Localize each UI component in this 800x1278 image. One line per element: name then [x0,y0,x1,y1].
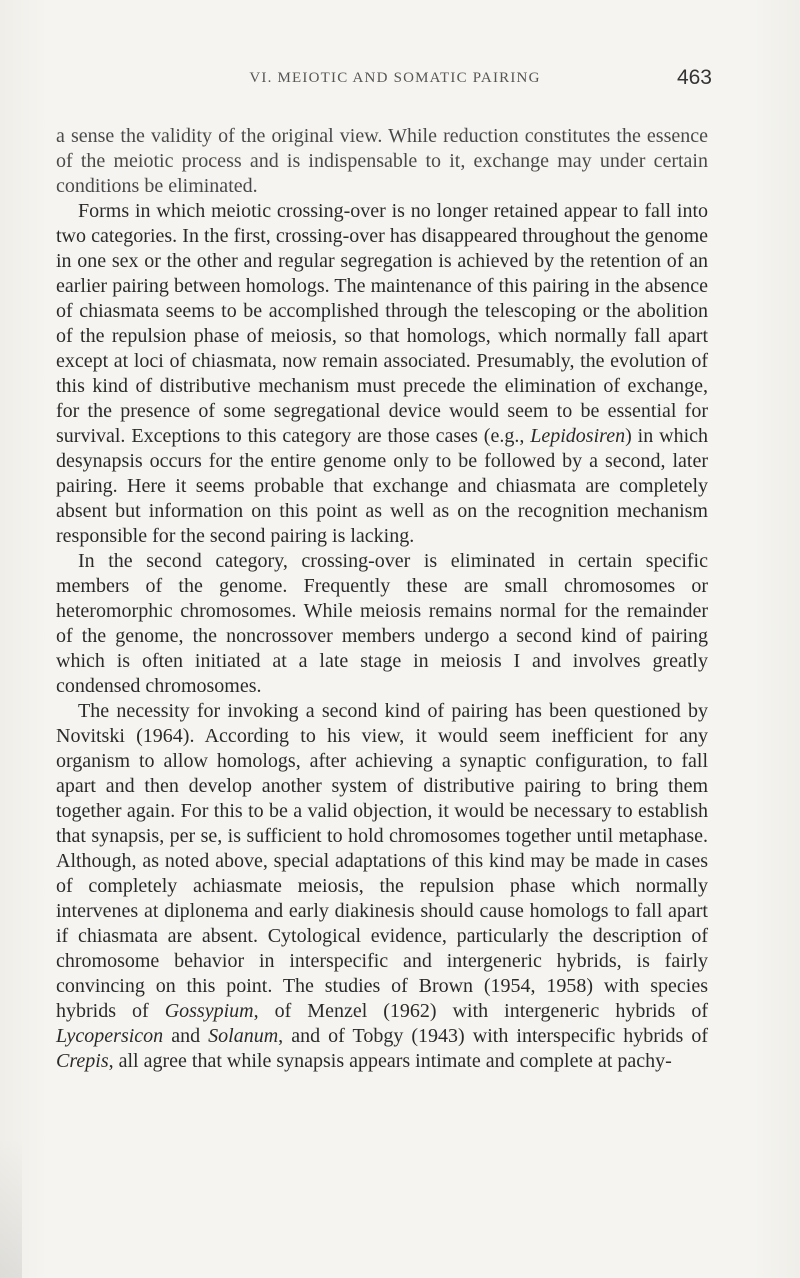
page-number: 463 [676,66,712,89]
italic-taxon: Crepis [56,1050,109,1072]
text-run: The necessity for invoking a second kind of pairing has been questioned by Novitski (1964). According to his view, it would seem inefficient for any organism to allow homologs, after achieving a synaptic configuration, to fall apart and then develop another system of distributive pairing to bring them together again. For this to be a valid objection, it would be necessary to establish that synapsis, per se, is sufficient to hold chromosomes together until metaphase. Although, as noted above, special adaptations of this kind may be made in cases of completely achiasmate meiosis, the repulsion phase which normally intervenes at diplonema and early diakinesis should cause homologs to fall apart if chiasmata are absent. Cytological evidence, particularly the description of chromosome behavior in interspecific and intergeneric hybrids, is fairly convincing on this point. The studies of Brown (1954, 1958) with species hybrids of [56,700,708,1022]
page-edge-shadow [0,1138,22,1278]
text-run: and [163,1025,209,1047]
italic-taxon: Gossypium [164,1000,254,1022]
paragraph-continuation: a sense the validity of the original view. While reduction constitutes the essence of the meiotic process and is indispensable to it, exchange may under certain conditions be eliminated. [56,125,708,197]
body-text [56,124,708,1074]
paragraph-second-category: In the second category, crossing-over is eliminated in certain specific members of the genome. Frequently these are small chromosomes or heteromorphic chromosomes. While meiosis remains normal for the remainder of the genome, the noncrossover members undergo a second kind of pairing which is often initiated at a late stage in meiosis I and involves greatly condensed chromosomes. [56,550,708,697]
running-head: VI. MEIOTIC AND SOMATIC PAIRING [249,70,541,86]
text-run: ) in which desynapsis occurs for the entire genome only to be followed by a second, later pairing. Here it seems probable that exchange and chiasmata are completely absent but information on this point as well as on the recognition mechanism responsible for the second pairing is lacking. [56,425,709,547]
paragraph-necessity [56,699,708,1074]
text-run: , all agree that while synapsis appears intimate and complete at pachy- [108,1050,672,1072]
text-run: , and of Tobgy (1943) with interspecific hybrids of [278,1025,708,1047]
italic-taxon: Lepidosiren [530,425,626,447]
italic-taxon: Lycopersicon [56,1025,164,1047]
paragraph-categories [56,199,708,549]
italic-taxon: Solanum [208,1025,279,1047]
text-run: , of Menzel (1962) with intergeneric hybrids of [253,1000,708,1022]
text-run: Forms in which meiotic crossing-over is no longer retained appear to fall into two categories. In the first, crossing-over has disappeared throughout the genome in one sex or the other and regular segregation is achieved by the retention of an earlier pairing between homologs. The maintenance of this pairing in the absence of chiasmata seems to be accomplished through the telescoping or the abolition of the repulsion phase of meiosis, so that homologs, which normally fall apart except at loci of chiasmata, now remain associated. Presumably, the evolution of this kind of distributive mechanism must precede the elimination of exchange, for the presence of some segregational device would seem to be essential for survival. Exceptions to this category are those cases (e.g., [56,200,708,447]
